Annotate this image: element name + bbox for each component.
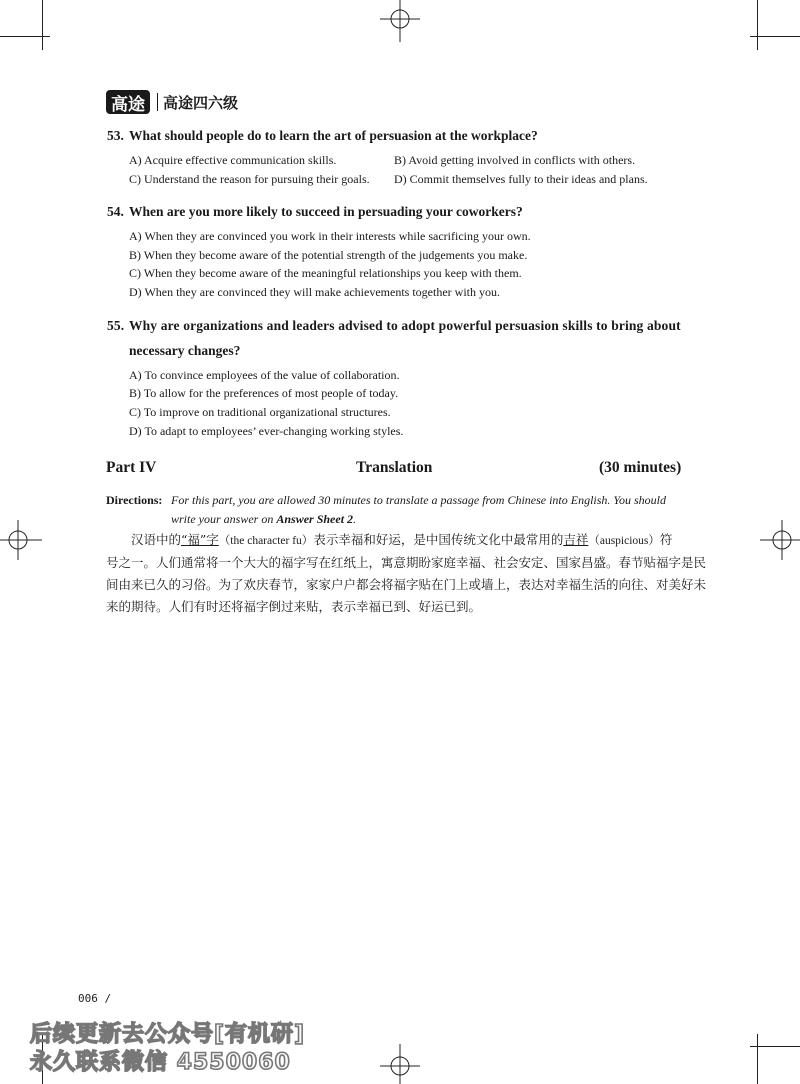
brand-name: 高途四六级 <box>163 93 239 112</box>
question-text: When are you more likely to succeed in persuading your coworkers? <box>129 204 523 219</box>
crop-mark-top-right-h <box>750 36 800 37</box>
question-55-option-c: C) To improve on traditional organizational structures. <box>129 405 391 419</box>
watermark-line-1: 后续更新去公众号[有机研] <box>30 1022 306 1047</box>
page-header <box>106 89 238 115</box>
question-number: 54. <box>107 204 124 219</box>
directions-line2-pre: write your answer on <box>171 512 277 526</box>
passage-line-3: 间由来已久的习俗。为了欢庆春节，家家户户都会将福字贴在门上或墙上，表达对幸福生活的向往、对美好未 <box>106 577 707 592</box>
question-text-line1: Why are organizations and leaders advised to adopt powerful persuasion skills to bring about <box>129 318 681 333</box>
question-53-option-b: B) Avoid getting involved in conflicts with others. <box>394 153 636 167</box>
header-divider <box>157 93 158 111</box>
question-text: What should people do to learn the art of persuasion at the workplace? <box>129 128 538 143</box>
question-55-option-d: D) To adapt to employees’ ever-changing working styles. <box>129 424 404 438</box>
directions-label: Directions: <box>106 493 163 507</box>
question-53-option-a: A) Acquire effective communication skills. <box>129 153 337 167</box>
passage-term-fu: “福”字 <box>181 532 219 547</box>
registration-mark-top <box>380 0 420 42</box>
passage-line-2: 号之一。人们通常将一个大大的福字写在红纸上，寓意期盼家庭幸福、社会安定、国家昌盛。春节贴福字是民 <box>106 555 707 570</box>
question-54-option-b: B) When they become aware of the potential strength of the judgements you make. <box>129 248 528 262</box>
part-label: Part IV <box>106 459 157 476</box>
registration-mark-right <box>760 520 800 560</box>
question-54-option-d: D) When they are convinced they will make achievements together with you. <box>129 285 500 299</box>
question-54-option-a: A) When they are convinced you work in their interests while sacrificing your own. <box>129 229 531 243</box>
answer-sheet-label: Answer Sheet 2 <box>276 512 354 526</box>
question-53-option-d: D) Commit themselves fully to their ideas and plans. <box>394 172 648 186</box>
question-55-option-a: A) To convince employees of the value of collaboration. <box>129 368 400 382</box>
passage-gloss-auspicious: （auspicious） <box>588 535 660 547</box>
passage-text: 表示幸福和好运，是中国传统文化中最常用的 <box>313 532 564 547</box>
directions-line2-post: . <box>353 512 357 526</box>
question-55-option-b: B) To allow for the preferences of most people of today. <box>129 386 399 400</box>
question-54-option-c: C) When they become aware of the meaningful relationships you keep with them. <box>129 266 522 280</box>
part-time: (30 minutes) <box>599 459 682 476</box>
question-number: 55. <box>107 318 125 333</box>
passage-gloss-fu: （the character fu） <box>218 535 314 547</box>
question-54-stem <box>107 204 687 220</box>
passage-line-4: 来的期待。人们有时还将福字倒过来贴，表示幸福已到、好运已到。 <box>106 599 482 614</box>
directions-line1: For this part, you are allowed 30 minutes to translate a passage from Chinese into English. You should <box>171 493 667 507</box>
question-55-stem <box>107 318 687 334</box>
passage-term-jixiang: 吉祥 <box>563 532 589 547</box>
question-53-stem <box>107 128 687 144</box>
crop-mark-top-right-v <box>757 0 758 50</box>
registration-mark-left <box>0 520 42 560</box>
part-title: Translation <box>356 459 433 476</box>
brand-logo <box>106 90 150 114</box>
directions-line2 <box>171 512 356 527</box>
passage-line-1 <box>131 530 672 548</box>
crop-mark-bottom-right-h <box>750 1046 800 1047</box>
crop-mark-top-left-h <box>0 36 50 37</box>
watermark-line-2: 永久联系微信 4550060 <box>30 1050 291 1075</box>
question-55-stem-line2 <box>129 343 240 359</box>
registration-mark-bottom <box>380 1044 420 1084</box>
crop-mark-top-left-v <box>42 0 43 50</box>
question-53-option-c: C) Understand the reason for pursuing their goals. <box>129 172 370 186</box>
passage-text: 汉语中的 <box>131 532 182 547</box>
question-text-line2: necessary changes? <box>129 343 241 358</box>
passage-text: 符 <box>659 532 673 547</box>
page-number: 006 / <box>78 992 112 1005</box>
brand-logo-text: 高途 <box>111 94 145 115</box>
question-number: 53. <box>107 128 124 143</box>
crop-mark-bottom-right-v <box>757 1034 758 1084</box>
